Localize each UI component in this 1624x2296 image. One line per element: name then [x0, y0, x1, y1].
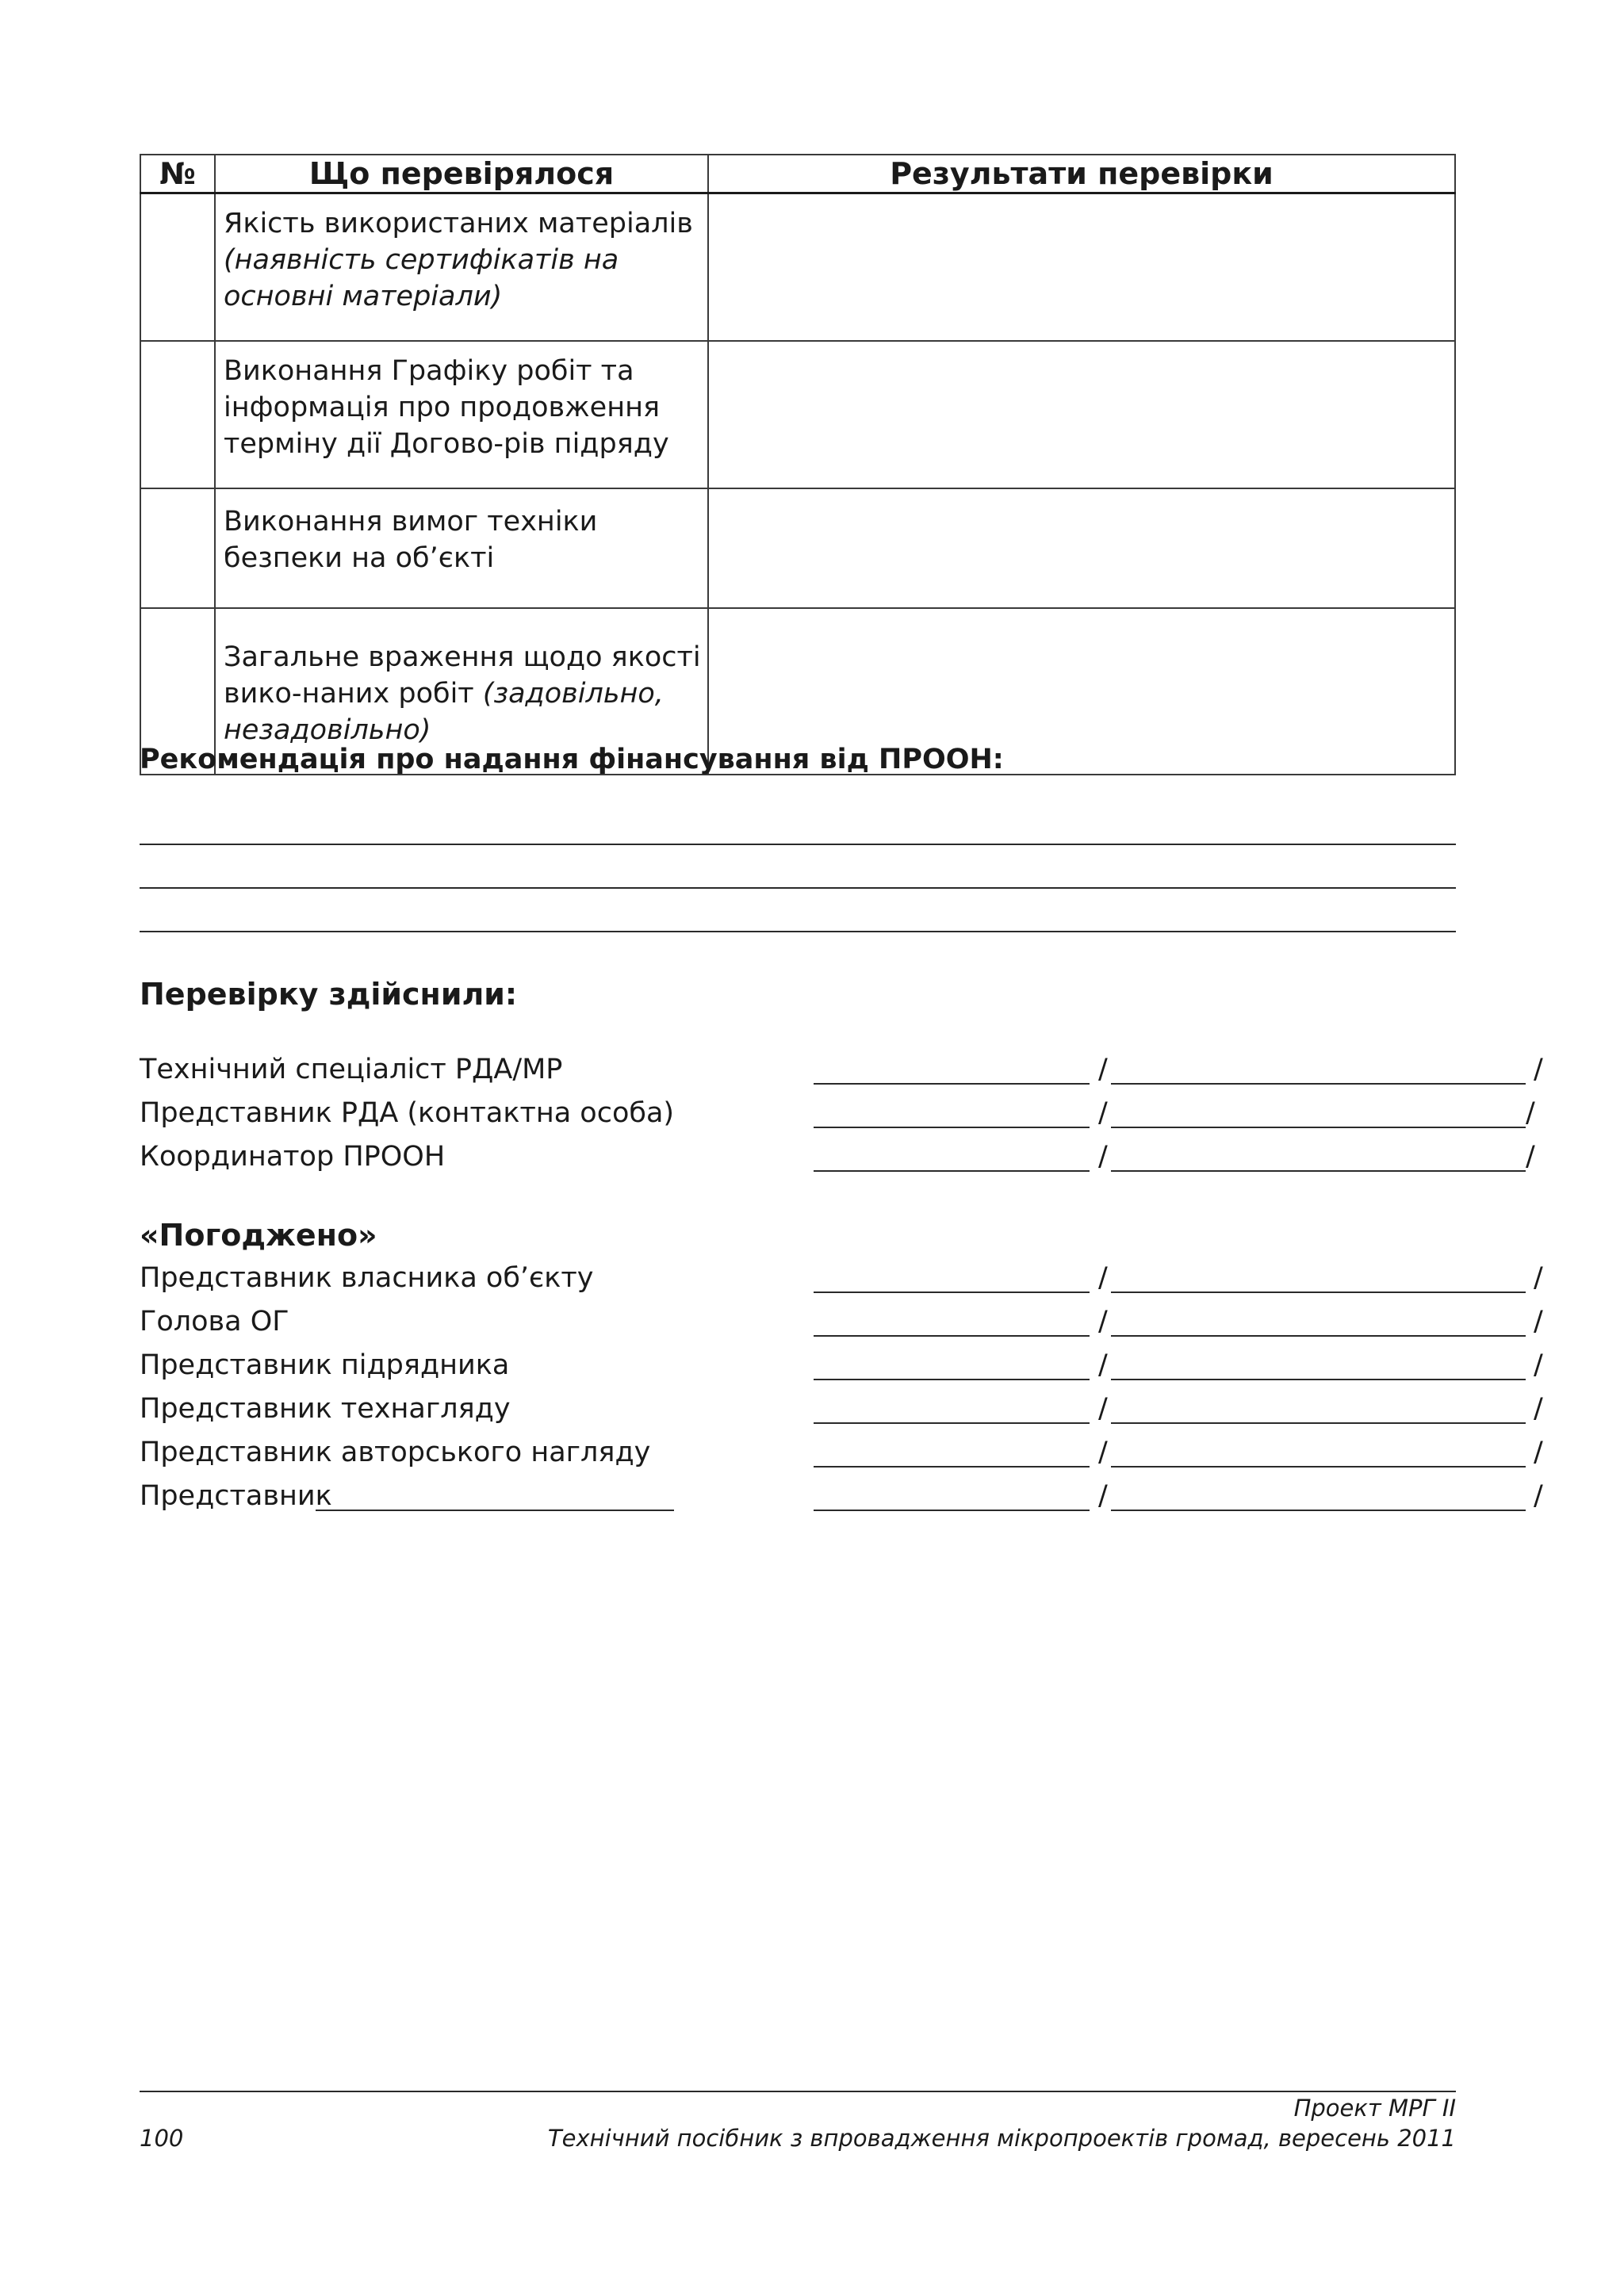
- name-line[interactable]: [1111, 1379, 1526, 1380]
- result-cell[interactable]: [708, 193, 1455, 342]
- signature-separator: /: [1098, 1262, 1108, 1294]
- checked-item-cell: [215, 341, 708, 488]
- name-line[interactable]: [1111, 1292, 1526, 1293]
- signature-role: Представник: [140, 1480, 332, 1512]
- footer-project: Проект МРГ ІІ: [1293, 2095, 1456, 2122]
- recommendation-line[interactable]: [140, 844, 1456, 845]
- signature-line[interactable]: [814, 1335, 1090, 1337]
- recommendation-line[interactable]: [140, 931, 1456, 932]
- agreed-title: «Погоджено»: [140, 1218, 377, 1253]
- recommendation-label: Рекомендація про надання фінансування від ПРООН:: [140, 744, 1004, 775]
- footer-manual-title: Технічний посібник з впровадження мікропроектів громад, вересень 2011: [547, 2125, 1456, 2152]
- signature-line[interactable]: [814, 1292, 1090, 1293]
- signature-row: [140, 1478, 1543, 1521]
- signature-line[interactable]: [814, 1379, 1090, 1380]
- signature-row: [140, 1260, 1543, 1303]
- signature-separator: /: [1534, 1262, 1543, 1294]
- signature-separator: /: [1098, 1141, 1108, 1173]
- inspected-by-title: Перевірку здійснили:: [140, 977, 518, 1012]
- signature-row: [140, 1434, 1543, 1478]
- recommendation-line[interactable]: [140, 887, 1456, 889]
- signature-role: Технічний спеціаліст РДА/МР: [140, 1054, 563, 1085]
- signature-row: [140, 1051, 1543, 1095]
- signature-separator: /: [1534, 1437, 1543, 1468]
- table-row: [140, 193, 1455, 342]
- signature-line[interactable]: [814, 1466, 1090, 1468]
- row-number-cell[interactable]: [140, 341, 215, 488]
- signature-separator: /: [1098, 1054, 1108, 1085]
- signature-separator: /: [1098, 1349, 1108, 1381]
- row-number-cell[interactable]: [140, 488, 215, 608]
- signature-separator: /: [1534, 1306, 1543, 1337]
- header-results: Результати перевірки: [708, 155, 1455, 193]
- signature-row: [140, 1138, 1535, 1182]
- name-line[interactable]: [1111, 1170, 1526, 1172]
- signature-line[interactable]: [814, 1170, 1090, 1172]
- signature-row: [140, 1391, 1543, 1434]
- signature-line[interactable]: [814, 1127, 1090, 1128]
- checked-item-text: Виконання вимог техніки безпеки на об’єкті: [224, 506, 598, 574]
- table-row: [140, 488, 1455, 608]
- header-checked-item: Що перевірялося: [215, 155, 708, 193]
- checked-item-cell: [215, 488, 708, 608]
- signature-separator: /: [1534, 1480, 1543, 1512]
- signature-separator: /: [1534, 1393, 1543, 1425]
- page-number: 100: [140, 2125, 184, 2152]
- name-line[interactable]: [1111, 1083, 1526, 1085]
- result-cell[interactable]: [708, 488, 1455, 608]
- signature-row: [140, 1347, 1543, 1391]
- signature-role: Голова ОГ: [140, 1306, 289, 1337]
- inspection-table: [140, 154, 1456, 775]
- row-number-cell[interactable]: [140, 193, 215, 342]
- footer-publication: [548, 2093, 1456, 2153]
- signature-separator: /: [1534, 1054, 1543, 1085]
- signature-separator: /: [1098, 1097, 1108, 1129]
- signature-role: Представник авторського нагляду: [140, 1437, 651, 1468]
- footer-divider: [140, 2091, 1456, 2092]
- name-line[interactable]: [1111, 1335, 1526, 1337]
- checked-item-text: Загальне враження щодо якості вико-наних робіт: [224, 641, 701, 710]
- result-cell[interactable]: [708, 341, 1455, 488]
- name-line[interactable]: [1111, 1466, 1526, 1468]
- checked-item-cell: [215, 193, 708, 342]
- signature-separator: /: [1098, 1306, 1108, 1337]
- representative-type-line[interactable]: [316, 1510, 674, 1511]
- signature-role: Представник технагляду: [140, 1393, 511, 1425]
- name-line[interactable]: [1111, 1510, 1526, 1511]
- inspection-table-wrapper: [140, 154, 1456, 775]
- table-row: [140, 341, 1455, 488]
- signature-line[interactable]: [814, 1422, 1090, 1424]
- checked-item-text: Якість використаних матеріалів: [224, 208, 693, 239]
- table-header-row: [140, 155, 1455, 193]
- header-number: №: [140, 155, 215, 193]
- signature-separator: /: [1526, 1097, 1535, 1129]
- signature-row: [140, 1303, 1543, 1347]
- signature-separator: /: [1098, 1437, 1108, 1468]
- signature-role: Представник підрядника: [140, 1349, 510, 1381]
- signature-line[interactable]: [814, 1083, 1090, 1085]
- signature-separator: /: [1526, 1141, 1535, 1173]
- signature-separator: /: [1098, 1480, 1108, 1512]
- name-line[interactable]: [1111, 1127, 1526, 1128]
- signature-role: Координатор ПРООН: [140, 1141, 446, 1173]
- checked-item-note: (задовільно, незадовільно): [224, 678, 664, 746]
- signature-separator: /: [1534, 1349, 1543, 1381]
- checked-item-note: (наявність сертифікатів на основні матеріали): [224, 244, 619, 312]
- signature-role: Представник РДА (контактна особа): [140, 1097, 675, 1129]
- signature-row: [140, 1095, 1535, 1138]
- signature-role: Представник власника об’єкту: [140, 1262, 594, 1294]
- signature-separator: /: [1098, 1393, 1108, 1425]
- signature-line[interactable]: [814, 1510, 1090, 1511]
- checked-item-text: Виконання Графіку робіт та інформація про продовження терміну дії Догово-рів підряду: [224, 355, 669, 460]
- name-line[interactable]: [1111, 1422, 1526, 1424]
